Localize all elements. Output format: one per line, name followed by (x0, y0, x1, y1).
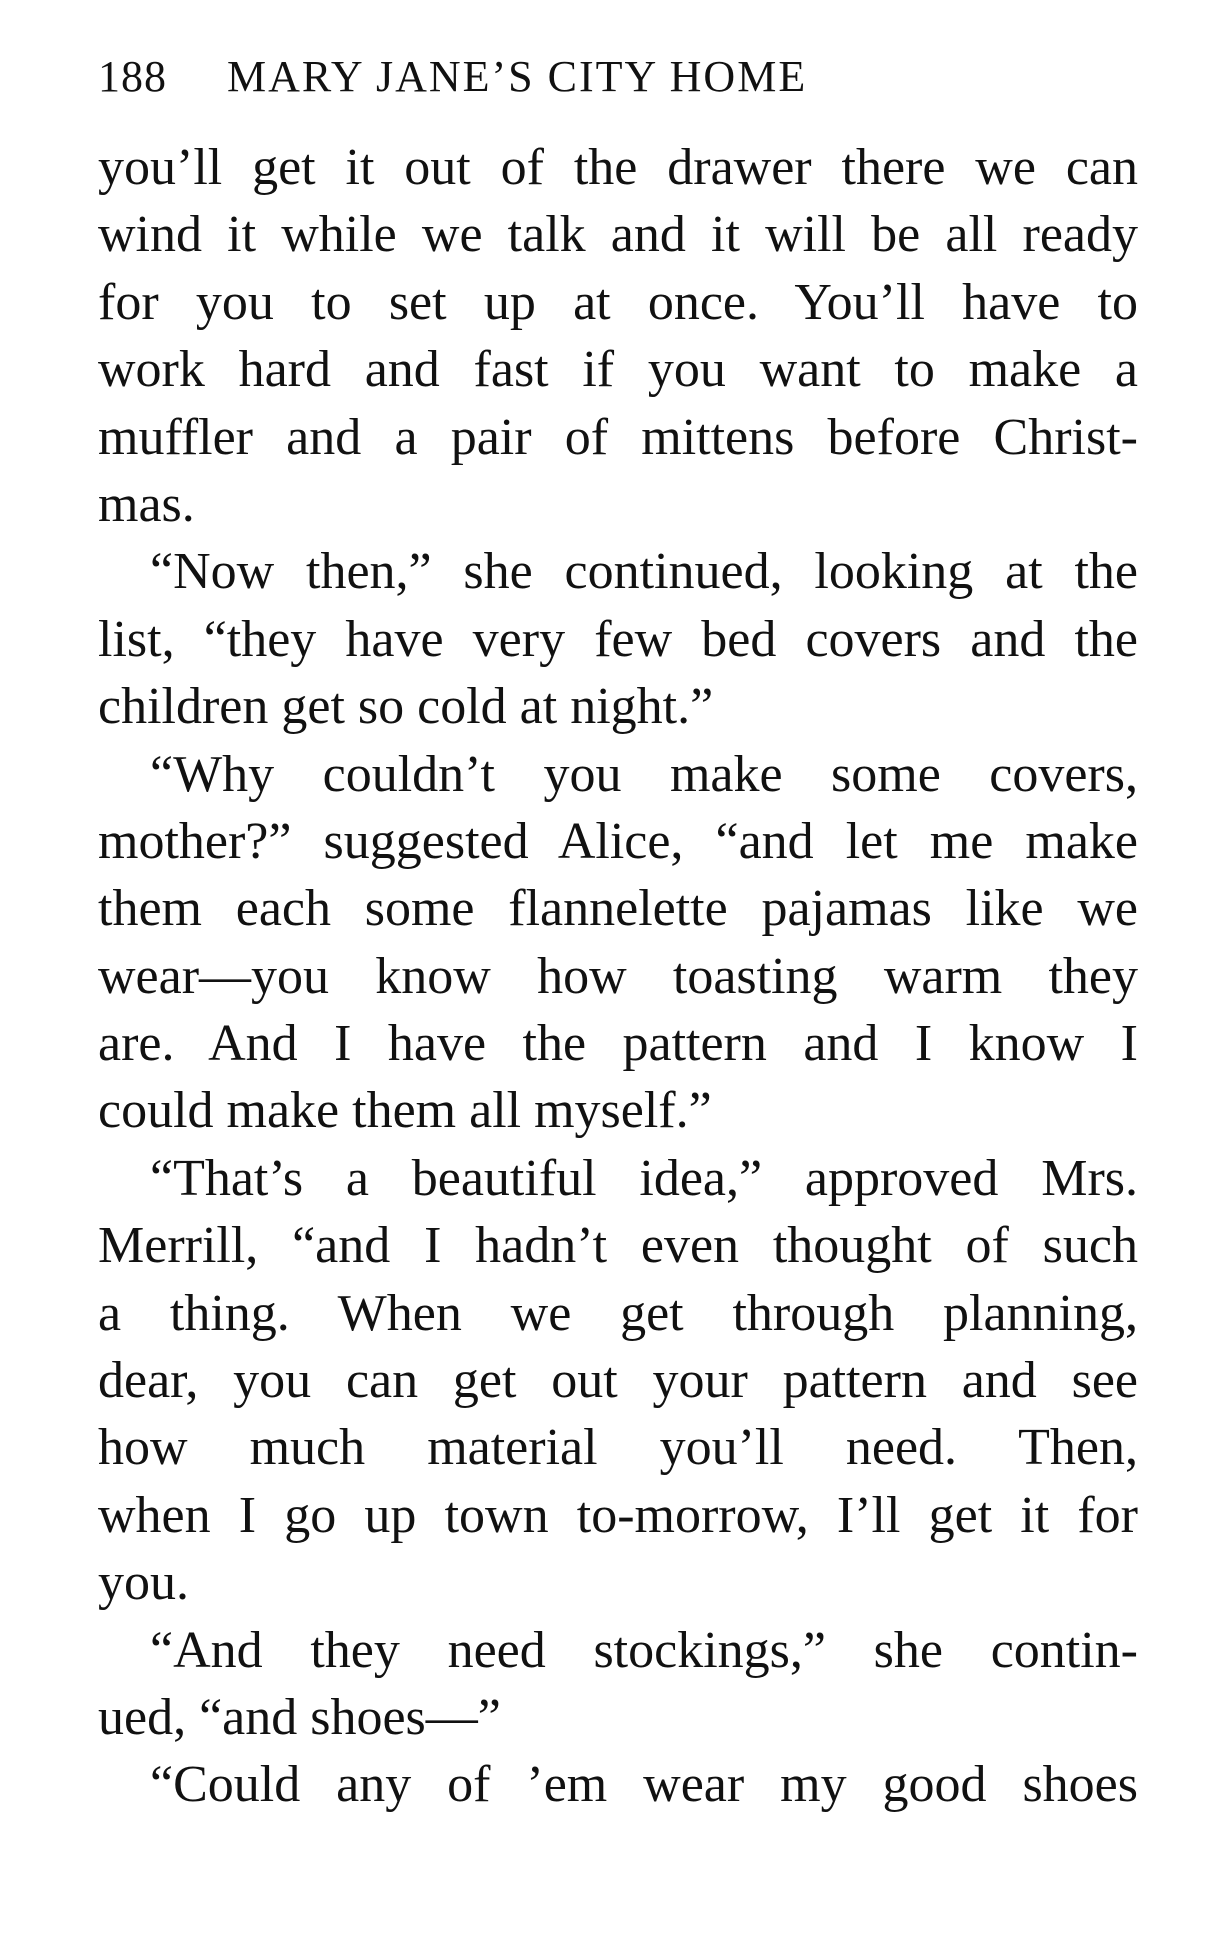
body-text (98, 134, 1138, 1819)
text-line: when I go up town to-morrow, I’ll get it for (98, 1486, 1138, 1544)
text-line: you’ll get it out of the drawer there we can (98, 139, 1138, 196)
text-line: could make them all myself.” (98, 1082, 712, 1140)
text-line: “Could any of ’em wear my good shoes (150, 1756, 1138, 1814)
text-line: work hard and fast if you want to make a (98, 341, 1138, 399)
text-line: dear, you can get out your pattern and see (98, 1352, 1138, 1410)
text-line: muffler and a pair of mittens before Christ- (98, 408, 1138, 466)
text-line: how much material you’ll need. Then, (98, 1419, 1138, 1477)
running-title: MARY JANE’S CITY HOME (227, 52, 808, 101)
text-line: a thing. When we get through planning, (98, 1284, 1138, 1342)
text-line: wind it while we talk and it will be all ready (98, 206, 1138, 264)
text-line: them each some flannelette pajamas like we (98, 880, 1138, 938)
page-number: 188 (98, 52, 167, 101)
text-line: children get so cold at night.” (98, 678, 714, 736)
text-line: are. And I have the pattern and I know I (98, 1015, 1138, 1073)
text-line: “And they need stockings,” she contin- (150, 1621, 1138, 1679)
text-line: for you to set up at once. You’ll have to (98, 273, 1138, 331)
text-line: mother?” suggested Alice, “and let me make (98, 812, 1138, 870)
text-line: mas. (98, 475, 195, 533)
running-head (98, 42, 1138, 112)
text-line: list, “they have very few bed covers and the (98, 610, 1138, 668)
text-line: you. (98, 1554, 189, 1612)
text-line: ued, “and shoes—” (98, 1688, 501, 1746)
text-line: “Now then,” she continued, looking at the (150, 543, 1138, 601)
text-line: wear—you know how toasting warm they (98, 947, 1138, 1005)
text-line: “That’s a beautiful idea,” approved Mrs. (150, 1149, 1138, 1207)
text-line: Merrill, “and I hadn’t even thought of such (98, 1217, 1138, 1275)
text-line: “Why couldn’t you make some covers, (150, 745, 1138, 803)
